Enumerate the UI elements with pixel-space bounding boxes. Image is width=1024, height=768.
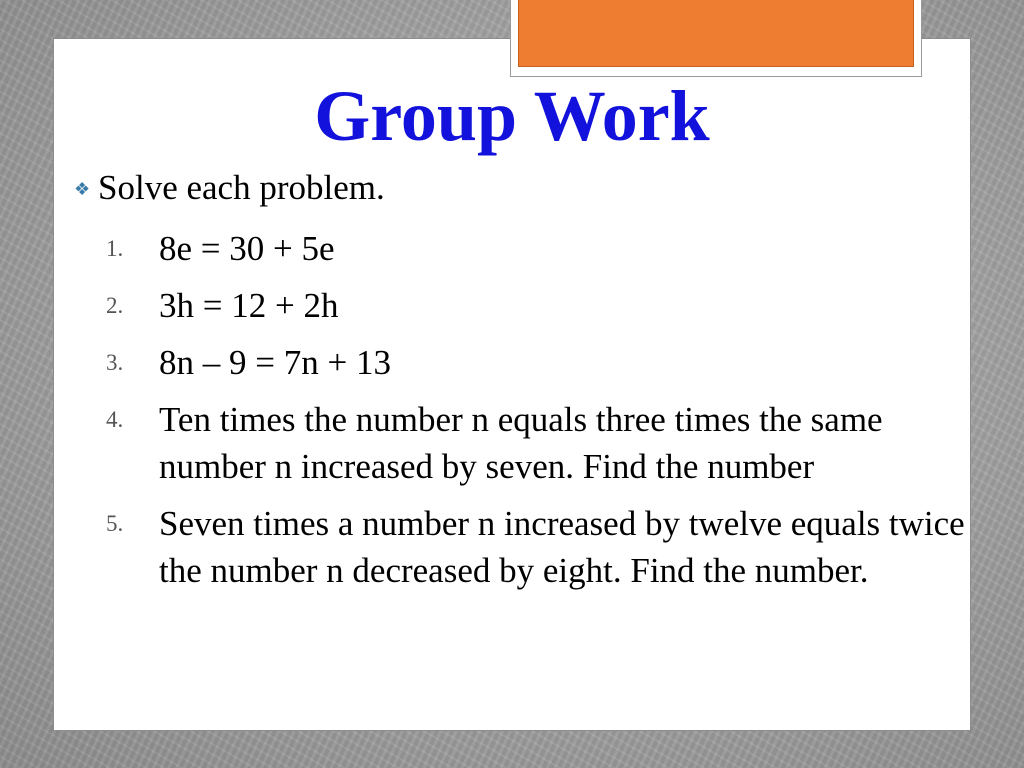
problem-number: 3.	[106, 350, 124, 375]
list-item	[106, 282, 966, 329]
slide-title: Group Work	[314, 76, 710, 156]
accent-bar	[518, 0, 914, 67]
problem-text: 3h = 12 + 2h	[159, 286, 339, 325]
problem-number: 4.	[106, 407, 124, 432]
intro-line	[74, 166, 954, 211]
list-item	[106, 396, 966, 490]
problem-number: 1.	[106, 236, 124, 261]
intro-text: Solve each problem.	[98, 168, 385, 207]
problem-text: Ten times the number n equals three times the same number n increased by seven. Find the number	[159, 400, 883, 486]
problem-number: 2.	[106, 293, 124, 318]
list-item	[106, 225, 966, 272]
diamond-bullet-icon: ❖	[74, 179, 91, 199]
problem-number: 5.	[106, 511, 124, 536]
list-item	[106, 500, 966, 594]
problem-text: 8e = 30 + 5e	[159, 229, 335, 268]
problem-list	[106, 225, 966, 604]
problem-text: 8n – 9 = 7n + 13	[159, 343, 391, 382]
list-item	[106, 339, 966, 386]
problem-text: Seven times a number n increased by twelve equals twice the number n decreased by eight. Find the number.	[159, 504, 965, 590]
